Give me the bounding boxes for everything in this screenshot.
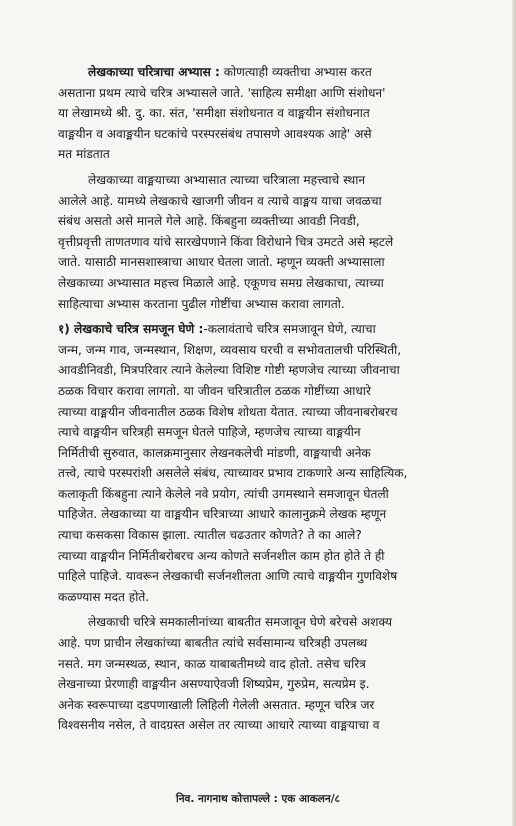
text-line (58, 525, 476, 546)
text-line (58, 124, 476, 145)
page-footer: निव. नागनाथ कोत्तापल्ले : एक आकलन/८ (175, 793, 341, 805)
line-text: पाहिले पाहिजे. यावरून लेखकाची सर्जनशीलता आणि त्याचे वाङ्मयीन गुणविशेष (58, 569, 398, 584)
text-line (58, 191, 476, 212)
text-line (58, 546, 476, 567)
line-text: जन्म, जन्म गाव, जन्मस्थान, शिक्षण, व्यवसाय घरची व सभोवतालची परिस्थिती, (58, 342, 402, 357)
text-line (58, 381, 476, 402)
bold-heading: लेखकाच्या चरित्राचा अभ्यास : (88, 65, 220, 79)
line-text: लेखनाच्या प्रेरणाही वाङ्मयीन असण्याऐवजी शिष्यप्रेम, गुरुप्रेम, सत्यप्रेम इ. (58, 677, 370, 692)
text-line (58, 695, 476, 716)
line-text: आवडीनिवडी, मित्रपरिवार त्याने केलेल्या विशिष्ट गोष्टी म्हणजेच त्याच्या जीवनाचा (58, 363, 400, 378)
paragraph (58, 170, 476, 314)
line-text: त्याच्या वाङ्मयीन निर्मितीबरोबरच अन्य कोणते सर्जनशील काम होत होते ते ही (58, 548, 385, 563)
text-line (58, 294, 476, 315)
text-line (58, 83, 476, 104)
line-text: लेखकाची चरित्रे समकालीनांच्या बाबतीत समजावून घेणे बरेचसे अशक्य (88, 615, 392, 630)
line-text: कलाकृती किंबहुना त्याने केलेले नवे प्रयोग, त्यांची उगमस्थाने समजावून घेतली (58, 486, 389, 501)
line-text: आलेले आहे. यामध्ये लेखकाचे खाजगी जीवन व त्याचे वाङ्मय याचा जवळचा (58, 193, 382, 208)
paragraph (58, 62, 476, 165)
line-text: कोणत्याही व्यक्तीचा अभ्यास करत (219, 65, 372, 79)
text-line (58, 633, 476, 654)
line-text: मत मांडतात (58, 147, 110, 162)
line-text: संबंध असतो असे मानले गेले आहे. किंबहुना व्यक्तीच्या आवडी निवडी, (58, 214, 360, 229)
text-line (58, 273, 476, 294)
text-line (58, 211, 476, 232)
text-line (58, 484, 476, 505)
text-line (58, 360, 476, 381)
line-text: विश्वसनीय नसेल, ते वादग्रस्त असेल तर त्याच्या आधारे त्याच्या वाङ्मयाचा व (58, 718, 380, 733)
line-text: त्याचे वाङ्मयीन चरित्रही समजून घेतले पाहिजे, म्हणजेच त्याच्या वाङ्मयीन (58, 425, 361, 440)
text-line (58, 144, 476, 165)
text-line (58, 443, 476, 464)
text-line (58, 252, 476, 273)
line-text: लेखकाच्या वाङ्मयाच्या अभ्यासात त्याच्या चरित्राला महत्त्वाचे स्थान (88, 172, 366, 187)
text-line (58, 103, 476, 124)
line-text: कळण्यास मदत होते. (58, 589, 150, 604)
line-text: -कलावंताचे चरित्र समजावून घेणे, त्याचा (203, 322, 376, 337)
line-text: असताना प्रथम त्याचे चरित्र अभ्यासले जाते. 'साहित्य समीक्षा आणि संशोधन' (58, 85, 386, 100)
text-line (58, 232, 476, 253)
body-text (58, 62, 476, 736)
text-line (58, 402, 476, 423)
text-line (58, 62, 476, 83)
line-text: ठळक विचार करावा लागतो. या जीवन चरित्रातील ठळक गोष्टींच्या आधारे (58, 383, 371, 398)
line-text: नसते. मग जन्मस्थळ, स्थान, काळ याबाबतीमध्ये वाद होतो. तसेच चरित्र (58, 656, 366, 671)
line-text: वाङ्मयीन व अवाङ्मयीन घटकांचे परस्परसंबंध तपासणे आवश्यक आहे' असे (58, 126, 372, 141)
line-text: आहे. पण प्राचीन लेखकांच्या बाबतीत त्यांचे सर्वसामान्य चरित्रही उपलब्ध (58, 636, 368, 651)
line-text: जाते. यासाठी मानसशास्त्राचा आधार घेतला जातो. म्हणून व्यक्ती अभ्यासाला (58, 255, 385, 270)
line-text: पाहिजेत. लेखकाच्या या वाङ्मयीन चरित्राच्या आधारे कालानुक्रमे लेखक म्हणून (58, 507, 387, 522)
paragraph (58, 612, 476, 736)
text-line (58, 504, 476, 525)
line-text: त्याचा कसकसा विकास झाला. त्यातील चढउतार कोणते? ते का आले? (58, 528, 362, 543)
line-text: त्याच्या वाङ्मयीन जीवनातील ठळक विशेष शोधता येतात. त्याच्या जीवनाबरोबरच (58, 404, 398, 419)
text-line (58, 340, 476, 361)
line-text: निर्मितीची सुरुवात, कालक्रमानुसार लेखनकलेची मांडणी, वाङ्मयाची अनेक (58, 445, 371, 460)
line-text: वृत्तीप्रवृत्ती ताणतणाव यांचे सारखेपणाने किंवा विरोधाने चित्र उमटते असे म्हटले (58, 234, 394, 249)
text-line (58, 170, 476, 191)
text-line (58, 422, 476, 443)
text-line (58, 587, 476, 608)
line-text: अनेक स्वरूपाच्या दडपणाखाली लिहिली गेलेली असतात. म्हणून चरित्र जर (58, 697, 375, 712)
text-line (58, 463, 476, 484)
text-line (58, 612, 476, 633)
line-text: साहित्याचा अभ्यास करताना पुढील गोष्टींचा अभ्यास करावा लागतो. (58, 296, 345, 311)
bold-heading: १) लेखकाचे चरित्र समजून घेणे : (58, 322, 204, 337)
paragraph (58, 319, 476, 607)
text-line (58, 654, 476, 675)
line-text: लेखकाच्या अभ्यासात महत्त्व मिळाले आहे. एकूणच समग्र लेखकाचा, त्याच्या (58, 275, 384, 290)
text-line (58, 319, 476, 340)
page-edge-shadow (512, 0, 516, 826)
text-line (58, 566, 476, 587)
text-line (58, 674, 476, 695)
text-line (58, 715, 476, 736)
line-text: या लेखामध्ये श्री. दु. का. संत, 'समीक्षा संशोधनात व वाङ्मयीन संशोधनात (58, 106, 370, 121)
line-text: तत्त्वे, त्याचे परस्परांशी असलेले संबंध, त्याच्यावर प्रभाव टाकणारे अन्य साहित्यिक, (58, 466, 408, 481)
